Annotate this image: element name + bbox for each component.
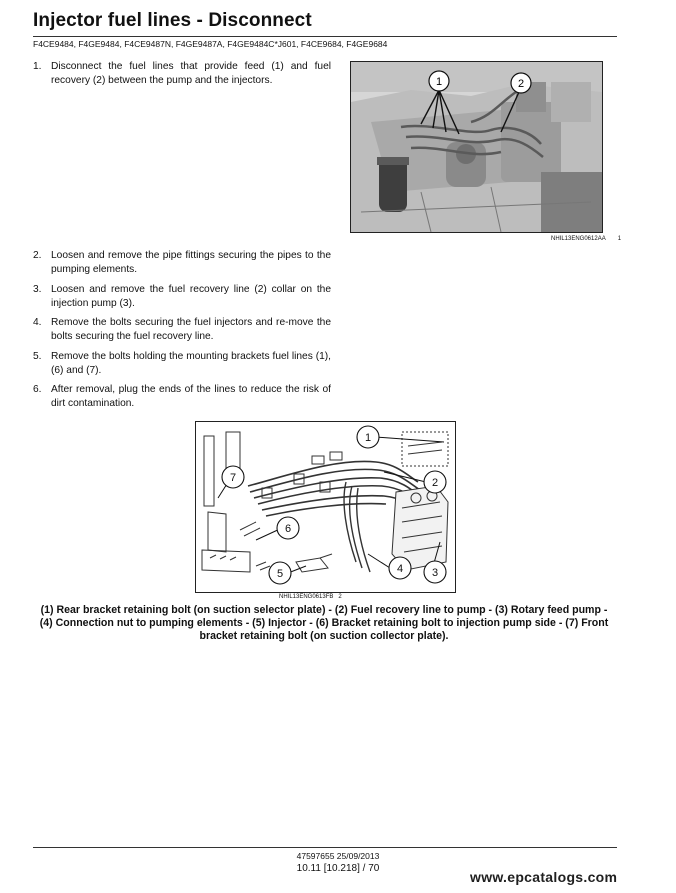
step-number: 3.: [33, 284, 42, 295]
footer-divider: [33, 847, 617, 848]
step-3: [33, 283, 331, 310]
page-number: 10.11 [10.218] / 70: [296, 863, 380, 874]
document-id: 47597655 25/09/2013: [296, 851, 380, 861]
step-2: [33, 249, 331, 276]
figure-1-code: NHIL13ENG0612AA: [551, 236, 606, 242]
fuel-lines-diagram-figure: [195, 421, 456, 593]
figure-2-caption: [279, 594, 342, 600]
figure-1-caption: [551, 236, 621, 242]
diagram-callout-6: 6: [284, 523, 292, 535]
title-divider: [33, 36, 617, 37]
step-number: 6.: [33, 384, 42, 395]
step-1: [33, 60, 331, 87]
engine-photo-figure: [350, 61, 603, 233]
diagram-callout-2: 2: [431, 477, 439, 489]
figure-2-code: NHIL13ENG0613FB: [279, 594, 334, 600]
step-text: Remove the bolts securing the fuel injectors and re-move the bolts securing the fuel recovery line.: [51, 317, 331, 342]
step-number: 2.: [33, 250, 42, 261]
step-number: 4.: [33, 317, 42, 328]
step-text: Remove the bolts holding the mounting brackets fuel lines (1), (6) and (7).: [51, 351, 331, 376]
step-number: 1.: [33, 61, 42, 72]
photo-callout-2: 2: [517, 78, 525, 90]
diagram-callout-5: 5: [276, 568, 284, 580]
step-5: [33, 350, 331, 377]
step-text: After removal, plug the ends of the lines to reduce the risk of dirt contamination.: [51, 384, 331, 409]
page-title: Injector fuel lines - Disconnect: [33, 10, 312, 31]
figure-2-number: 2: [338, 594, 342, 600]
photo-callout-1: 1: [435, 76, 443, 88]
diagram-callout-4: 4: [396, 563, 404, 575]
step-text: Loosen and remove the pipe fittings securing the pipes to the pumping elements.: [51, 250, 331, 275]
step-number: 5.: [33, 351, 42, 362]
model-list: F4CE9484, F4GE9484, F4CE9487N, F4GE9487A, F4GE9484C*J601, F4CE9684, F4GE9684: [33, 39, 388, 49]
step-text: Disconnect the fuel lines that provide feed (1) and fuel recovery (2) between the pump and the injectors.: [51, 61, 331, 86]
diagram-callout-1: 1: [364, 432, 372, 444]
figure-1-number: 1: [617, 236, 622, 242]
step-text: Loosen and remove the fuel recovery line (2) collar on the injection pump (3).: [51, 284, 331, 309]
fuel-lines-diagram: [196, 422, 455, 592]
step-6: [33, 383, 331, 410]
engine-photo: [351, 62, 602, 232]
step-4: [33, 316, 331, 343]
diagram-callout-7: 7: [229, 472, 237, 484]
figure-legend: (1) Rear bracket retaining bolt (on suction selector plate) - (2) Fuel recovery line to pump - (3) Rotary feed pump - (4) Connection nut to pumping elements - (5) Injector - (6) Bracket retaining bolt to injection pump side - (7) Front bracket retaining bolt (on suction collector plate).: [39, 604, 609, 642]
watermark-site: www.epcatalogs.com: [470, 869, 618, 885]
diagram-callout-3: 3: [431, 567, 439, 579]
